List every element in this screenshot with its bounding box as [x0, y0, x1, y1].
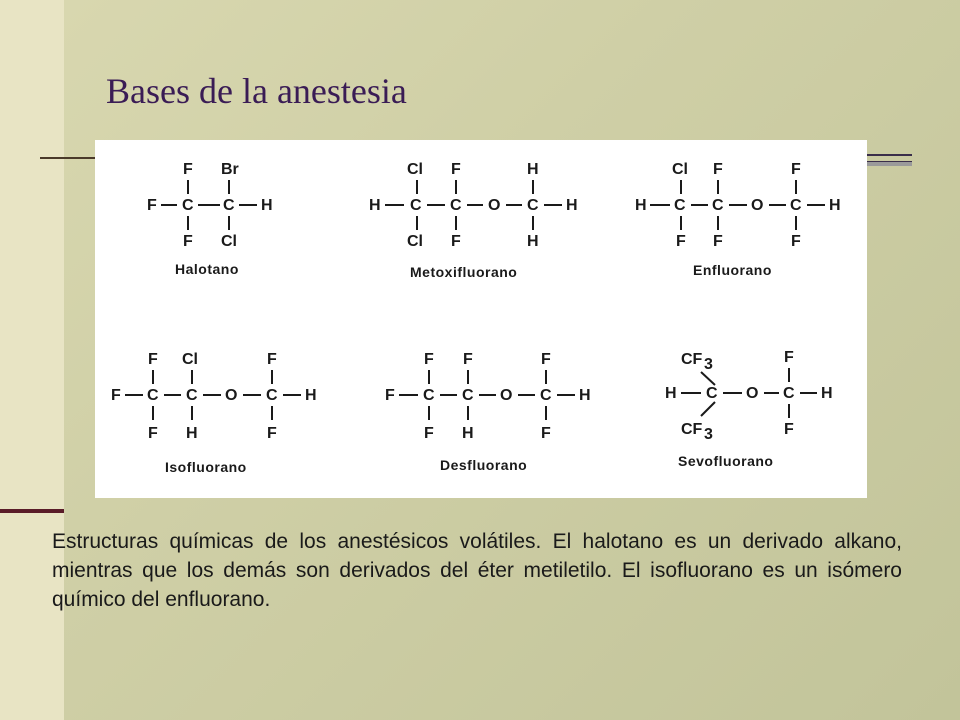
atom: O: [746, 385, 759, 402]
atom: F: [385, 387, 395, 404]
atom: F: [541, 425, 551, 442]
atom: H: [579, 387, 591, 404]
atom: F: [148, 351, 158, 368]
atom: Cl: [182, 351, 198, 368]
molecule-desfluorano: [385, 351, 591, 473]
atom: F: [267, 351, 277, 368]
atom: CF: [681, 351, 703, 368]
title-rule-right-shadow: [862, 162, 912, 166]
atom: C: [527, 197, 539, 214]
atom: F: [183, 233, 193, 250]
slide-title: Bases de la anestesia: [106, 71, 407, 111]
atom: F: [784, 349, 794, 366]
atom: O: [225, 387, 238, 404]
atom: F: [791, 161, 801, 178]
atom: H: [186, 425, 198, 442]
atom: C: [186, 387, 198, 404]
atom: C: [410, 197, 422, 214]
atom: C: [674, 197, 686, 214]
atom: C: [712, 197, 724, 214]
atom: F: [463, 351, 473, 368]
atom: CF: [681, 421, 703, 438]
atom: H: [829, 197, 841, 214]
atom: H: [821, 385, 833, 402]
atom: C: [423, 387, 435, 404]
molecule-name: Halotano: [175, 261, 239, 277]
atom: C: [223, 197, 235, 214]
atom: Cl: [407, 233, 423, 250]
molecule-sevofluorano: [665, 349, 833, 469]
atom: F: [676, 233, 686, 250]
atom: H: [665, 385, 677, 402]
atom: F: [451, 233, 461, 250]
atom: C: [706, 385, 718, 402]
molecule-enfluorano: [635, 161, 841, 278]
structures-svg: [95, 140, 867, 498]
atom: F: [111, 387, 121, 404]
atom: Br: [221, 161, 239, 178]
atom: O: [500, 387, 513, 404]
molecule-isofluorano: [111, 351, 317, 475]
accent-bar: [0, 509, 64, 513]
atom: F: [183, 161, 193, 178]
atom: C: [790, 197, 802, 214]
atom: F: [148, 425, 158, 442]
atom: F: [267, 425, 277, 442]
atom: F: [424, 351, 434, 368]
molecule-name: Enfluorano: [693, 262, 772, 278]
atom: C: [462, 387, 474, 404]
molecule-halotano: [147, 161, 273, 277]
atom-subscript: 3: [704, 426, 713, 443]
atom: Cl: [221, 233, 237, 250]
atom-subscript: 3: [704, 356, 713, 373]
atom: H: [527, 233, 539, 250]
chemical-structures-figure: [95, 140, 867, 498]
molecule-metoxifluorano: [369, 161, 578, 280]
atom: O: [488, 197, 501, 214]
molecule-name: Desfluorano: [440, 457, 528, 473]
atom: F: [541, 351, 551, 368]
atom: F: [713, 161, 723, 178]
atom: H: [635, 197, 647, 214]
atom: C: [450, 197, 462, 214]
atom: O: [751, 197, 764, 214]
atom: H: [527, 161, 539, 178]
title-rule-left: [40, 157, 100, 159]
atom: F: [784, 421, 794, 438]
molecule-name: Metoxifluorano: [410, 264, 518, 280]
atom: H: [369, 197, 381, 214]
molecule-name: Isofluorano: [165, 459, 247, 475]
atom: F: [791, 233, 801, 250]
atom: H: [261, 197, 273, 214]
atom: C: [266, 387, 278, 404]
atom: C: [540, 387, 552, 404]
atom: C: [147, 387, 159, 404]
atom: Cl: [407, 161, 423, 178]
atom: Cl: [672, 161, 688, 178]
atom: F: [713, 233, 723, 250]
atom: C: [783, 385, 795, 402]
atom: H: [566, 197, 578, 214]
slide-caption: Estructuras químicas de los anestésicos volátiles. El halotano es un derivado alkano, mientras que los demás son derivados del éter metiletilo. El isofluorano es un isómero químico del enfluorano.: [52, 530, 902, 611]
molecule-name: Sevofluorano: [678, 453, 774, 469]
atom: F: [147, 197, 157, 214]
atom: F: [451, 161, 461, 178]
atom: H: [462, 425, 474, 442]
atom: H: [305, 387, 317, 404]
atom: F: [424, 425, 434, 442]
atom: C: [182, 197, 194, 214]
